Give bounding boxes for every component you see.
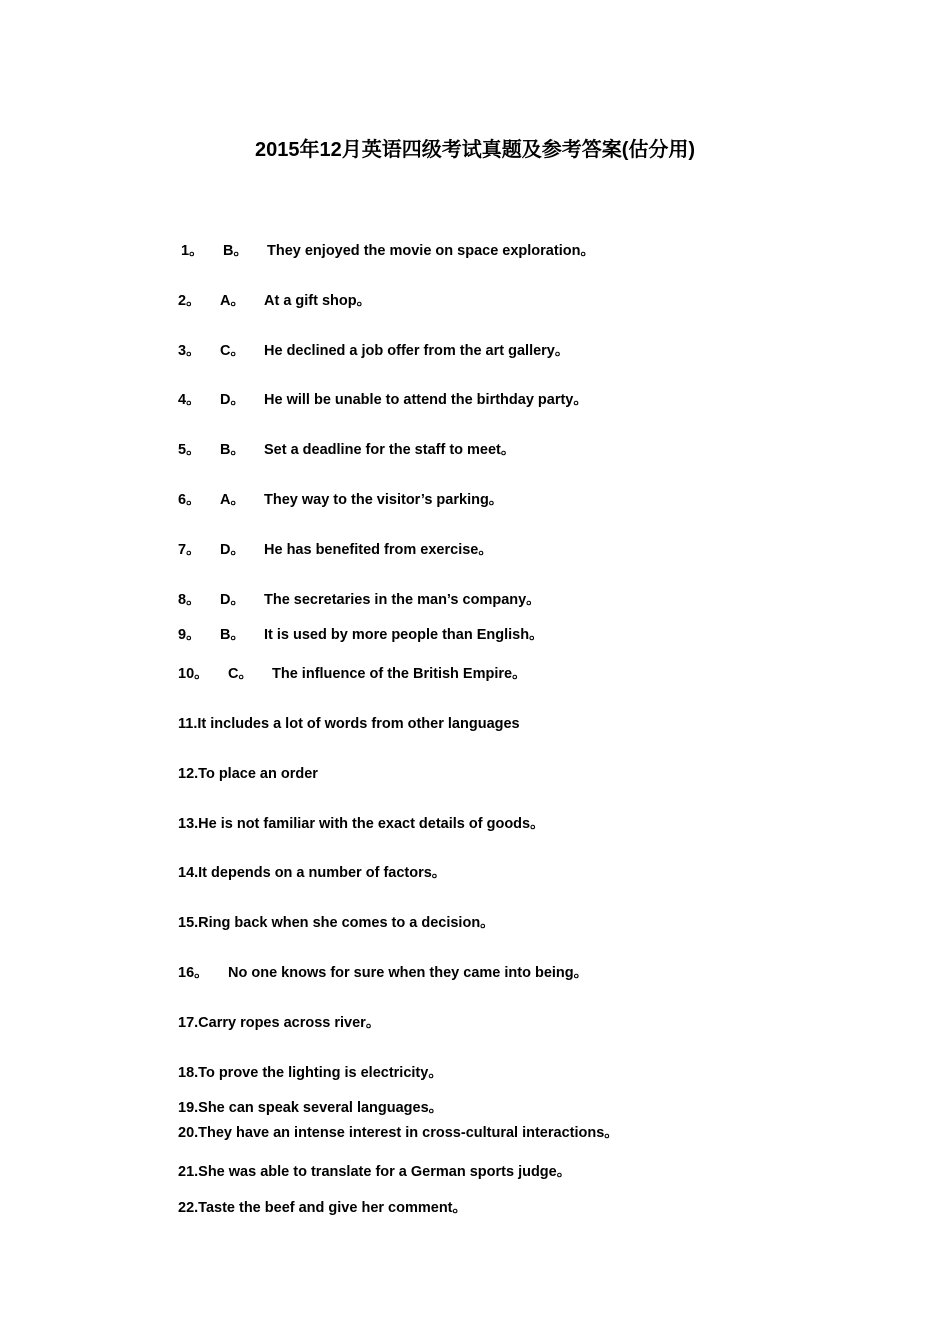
answer-line-16	[178, 964, 588, 982]
answer-line-8	[178, 591, 541, 609]
answer-line-13: 13.He is not familiar with the exact details of goods。	[178, 816, 545, 832]
answer-letter: B。	[220, 442, 245, 458]
answer-text: No one knows for sure when they came into being。	[228, 965, 589, 981]
answer-letter: D。	[220, 592, 245, 608]
answer-line-4	[178, 391, 588, 409]
answer-line-10	[178, 665, 527, 683]
answer-line-5	[178, 441, 515, 459]
answer-line-1	[181, 242, 595, 260]
answer-number: 3。	[178, 343, 201, 359]
answer-number: 10。	[178, 666, 209, 682]
answer-line-3	[178, 342, 569, 360]
answer-text: He has benefited from exercise。	[264, 542, 493, 558]
answer-text: He will be unable to attend the birthday party。	[264, 392, 588, 408]
answer-text: It is used by more people than English。	[264, 627, 544, 643]
answer-line-9	[178, 626, 544, 644]
answer-line-19: 19.She can speak several languages。	[178, 1100, 444, 1116]
answer-line-22: 22.Taste the beef and give her comment。	[178, 1200, 468, 1216]
answer-text: Set a deadline for the staff to meet。	[264, 442, 516, 458]
answer-line-20: 20.They have an intense interest in cross-cultural interactions。	[178, 1125, 619, 1141]
answer-line-2	[178, 292, 371, 310]
answer-letter: A。	[220, 293, 245, 309]
answer-text: He declined a job offer from the art gallery。	[264, 343, 570, 359]
answer-letter: B。	[223, 243, 248, 259]
answer-text: At a gift shop。	[264, 293, 372, 309]
answer-number: 6。	[178, 492, 201, 508]
answer-line-12: 12.To place an order	[178, 766, 318, 782]
answer-number: 9。	[178, 627, 201, 643]
answer-number: 7。	[178, 542, 201, 558]
answer-text: The influence of the British Empire。	[272, 666, 527, 682]
answer-line-15: 15.Ring back when she comes to a decision。	[178, 915, 495, 931]
answer-letter: A。	[220, 492, 245, 508]
answer-text: The secretaries in the man’s company。	[264, 592, 541, 608]
answer-line-7	[178, 541, 493, 559]
answer-number: 8。	[178, 592, 201, 608]
answer-number: 5。	[178, 442, 201, 458]
answer-line-14: 14.It depends on a number of factors。	[178, 865, 447, 881]
answer-number: 2。	[178, 293, 201, 309]
answer-letter: C。	[220, 343, 245, 359]
answer-letter: B。	[220, 627, 245, 643]
answer-letter: D。	[220, 392, 245, 408]
answer-number: 4。	[178, 392, 201, 408]
answer-text: They enjoyed the movie on space exploration。	[267, 243, 595, 259]
answer-line-11: 11.It includes a lot of words from other languages	[178, 716, 520, 732]
document-title: 2015年12月英语四级考试真题及参考答案(估分用)	[254, 139, 696, 161]
answer-text: They way to the visitor’s parking。	[264, 492, 504, 508]
answer-number: 1。	[181, 243, 204, 259]
answer-number: 16。	[178, 965, 209, 981]
answer-line-21: 21.She was able to translate for a German sports judge。	[178, 1164, 572, 1180]
answer-line-6	[178, 491, 503, 509]
answer-line-17: 17.Carry ropes across river。	[178, 1015, 381, 1031]
answer-line-18: 18.To prove the lighting is electricity。	[178, 1065, 443, 1081]
answer-letter: D。	[220, 542, 245, 558]
answer-letter: C。	[228, 666, 253, 682]
